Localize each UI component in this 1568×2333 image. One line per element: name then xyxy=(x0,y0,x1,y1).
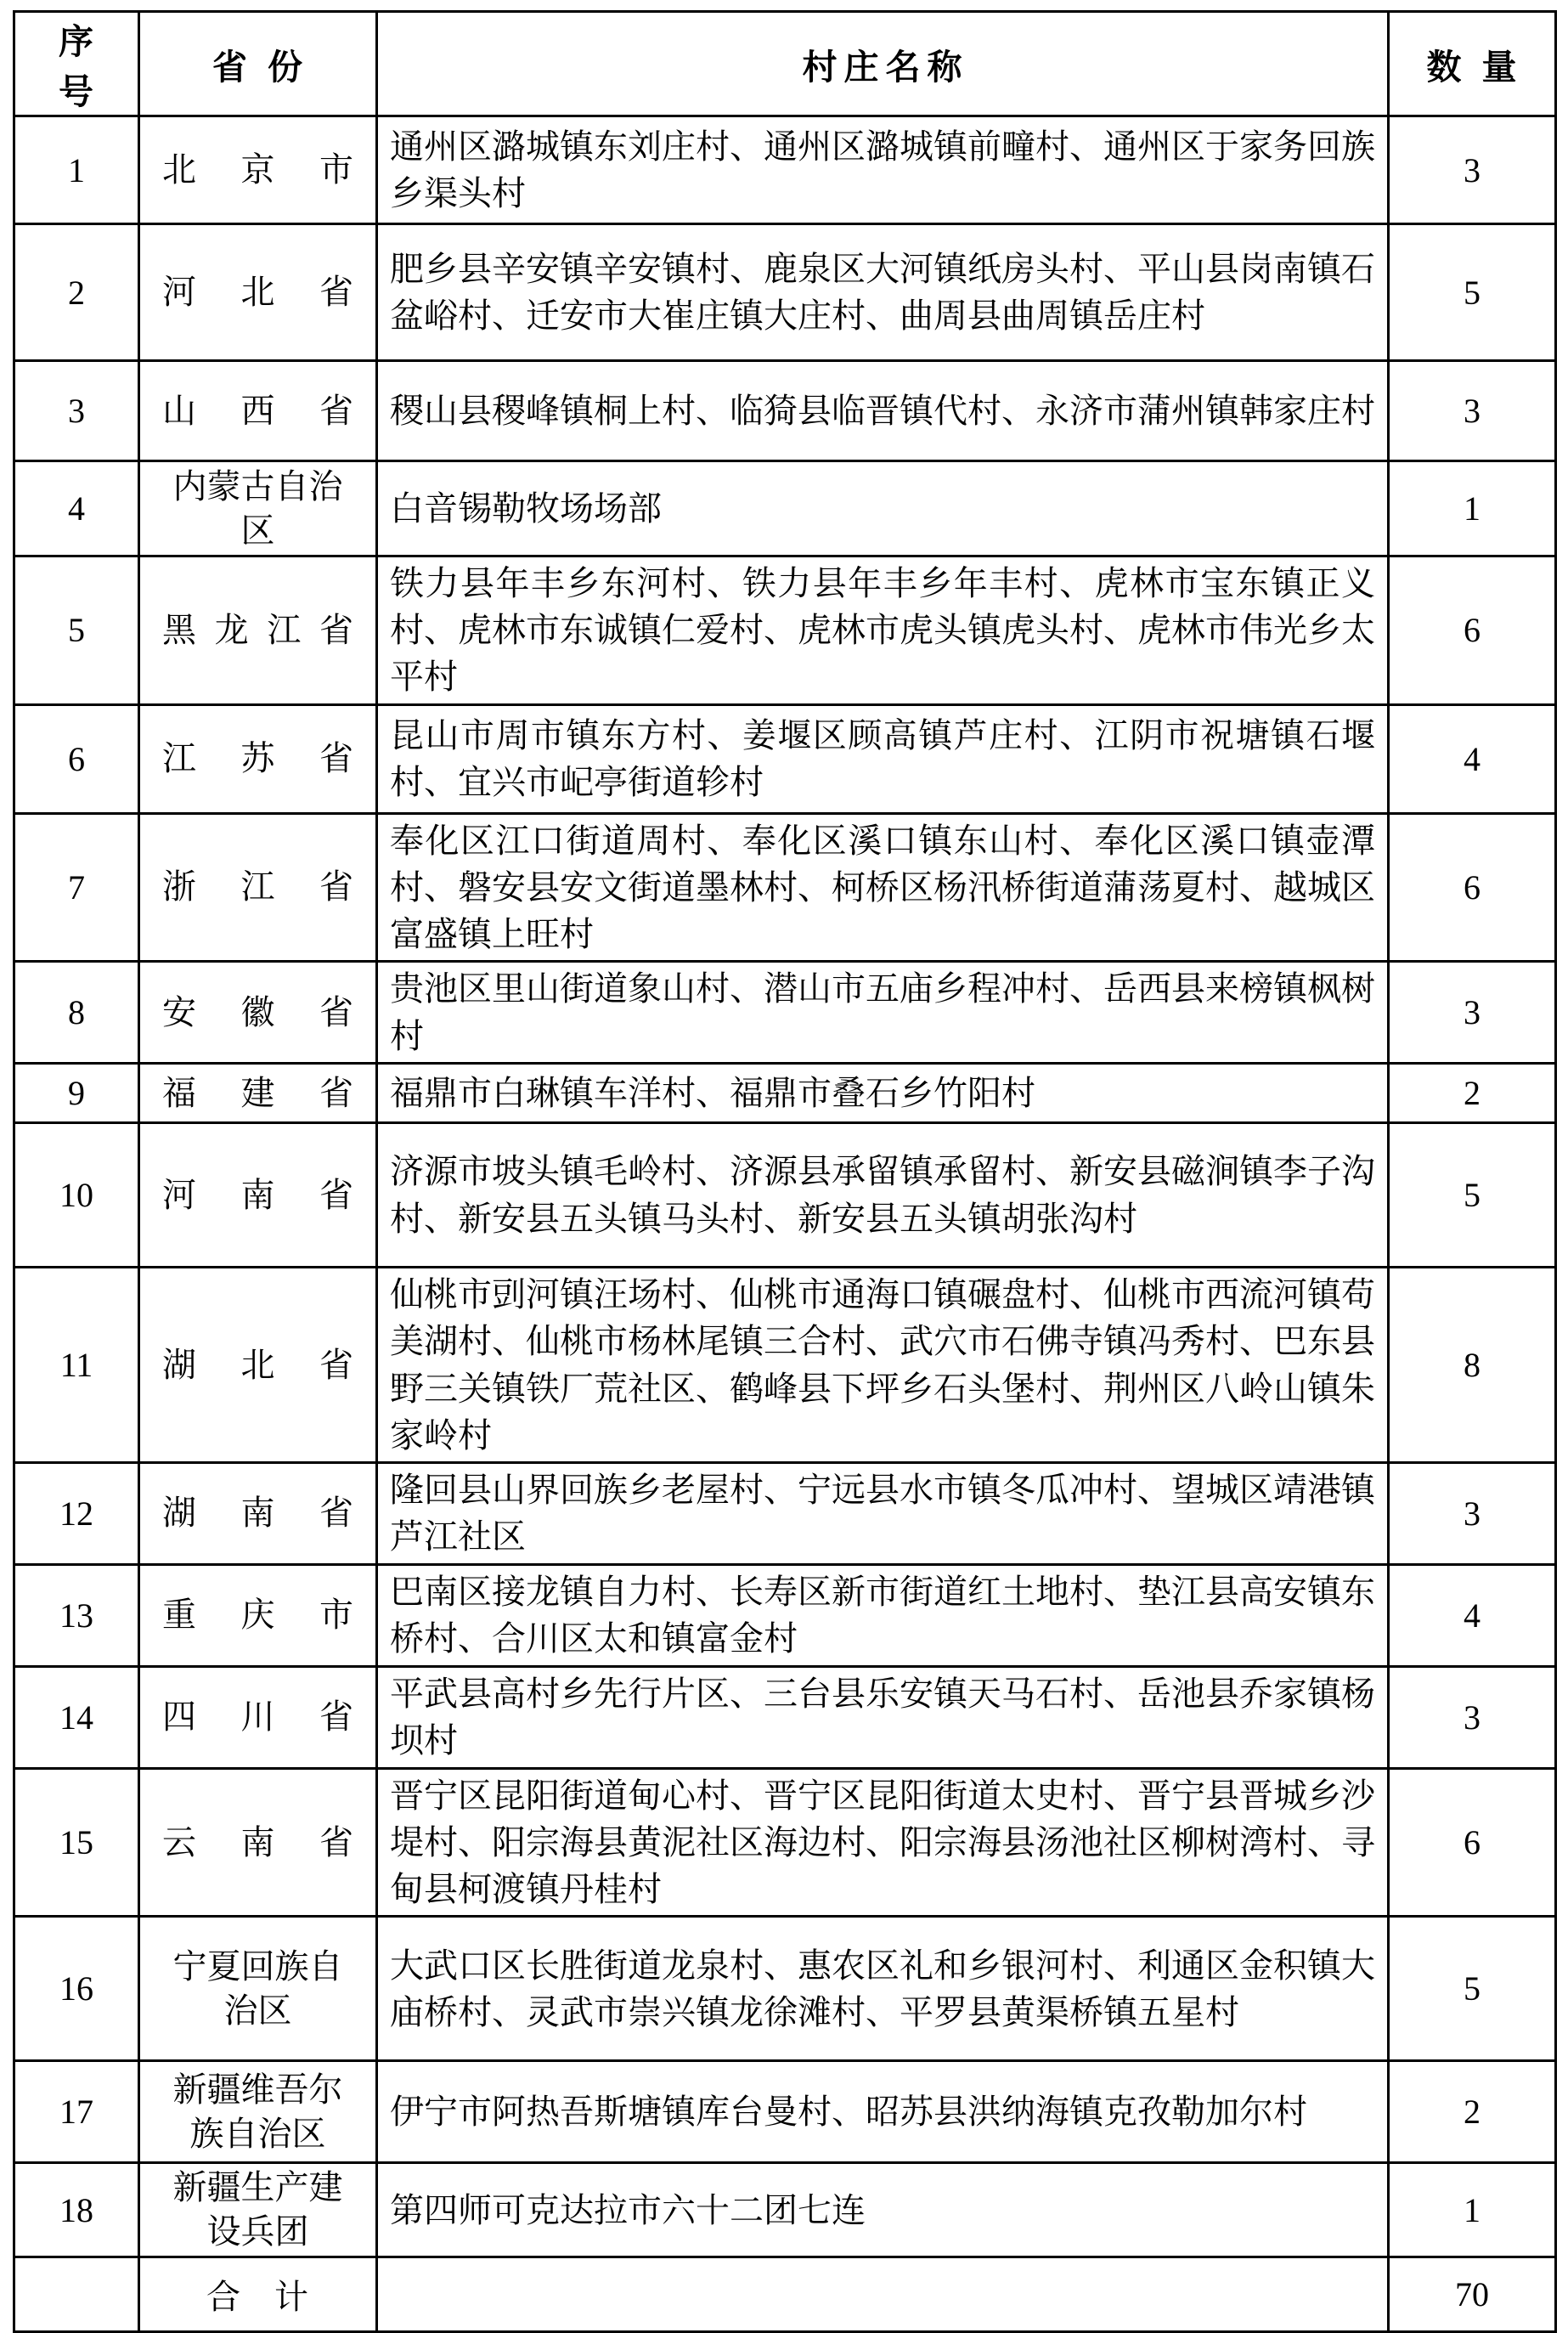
village-count: 6 xyxy=(1389,813,1556,962)
table-row xyxy=(14,1123,1556,1268)
village-names: 伊宁市阿热吾斯塘镇库台曼村、昭苏县洪纳海镇克孜勒加尔村 xyxy=(377,2061,1389,2163)
village-names: 稷山县稷峰镇桐上村、临猗县临晋镇代村、永济市蒲州镇韩家庄村 xyxy=(377,361,1389,461)
row-index: 13 xyxy=(14,1564,139,1666)
province-name: 黑龙江省 xyxy=(139,556,377,705)
total-index-cell xyxy=(14,2257,139,2332)
table-row xyxy=(14,116,1556,224)
province-name: 四川省 xyxy=(139,1666,377,1768)
row-index: 8 xyxy=(14,962,139,1064)
village-names: 平武县高村乡先行片区、三台县乐安镇天马石村、岳池县乔家镇杨坝村 xyxy=(377,1666,1389,1768)
province-name: 北京市 xyxy=(139,116,377,224)
province-name: 云南省 xyxy=(139,1768,377,1917)
row-index: 14 xyxy=(14,1666,139,1768)
village-count: 4 xyxy=(1389,1564,1556,1666)
row-index: 10 xyxy=(14,1123,139,1268)
village-count: 5 xyxy=(1389,1123,1556,1268)
total-label: 合计 xyxy=(139,2257,377,2332)
province-name: 内蒙古自治区 xyxy=(139,461,377,556)
village-count: 1 xyxy=(1389,461,1556,556)
village-names: 昆山市周市镇东方村、姜堰区顾高镇芦庄村、江阴市祝塘镇石堰村、宜兴市屺亭街道轸村 xyxy=(377,704,1389,813)
village-names: 白音锡勒牧场场部 xyxy=(377,461,1389,556)
table-row xyxy=(14,1564,1556,1666)
table-row xyxy=(14,813,1556,962)
village-names: 铁力县年丰乡东河村、铁力县年丰乡年丰村、虎林市宝东镇正义村、虎林市东诚镇仁爱村、虎林市虎头镇虎头村、虎林市伟光乡太平村 xyxy=(377,556,1389,705)
table-row xyxy=(14,1768,1556,1917)
row-index: 1 xyxy=(14,116,139,224)
village-count: 6 xyxy=(1389,556,1556,705)
village-names: 福鼎市白琳镇车洋村、福鼎市叠石乡竹阳村 xyxy=(377,1064,1389,1123)
table-row xyxy=(14,962,1556,1064)
village-count: 2 xyxy=(1389,1064,1556,1123)
province-name: 宁夏回族自治区 xyxy=(139,1917,377,2061)
village-names: 肥乡县辛安镇辛安镇村、鹿泉区大河镇纸房头村、平山县岗南镇石盆峪村、迁安市大崔庄镇大庄村、曲周县曲周镇岳庄村 xyxy=(377,224,1389,361)
row-index: 12 xyxy=(14,1462,139,1564)
table-row xyxy=(14,1462,1556,1564)
table-row xyxy=(14,361,1556,461)
row-index: 11 xyxy=(14,1268,139,1463)
province-name: 河南省 xyxy=(139,1123,377,1268)
province-name: 湖南省 xyxy=(139,1462,377,1564)
row-index: 5 xyxy=(14,556,139,705)
column-header-villages: 村庄名称 xyxy=(377,12,1389,116)
village-count: 3 xyxy=(1389,1666,1556,1768)
province-name: 重庆市 xyxy=(139,1564,377,1666)
column-header-index: 序号 xyxy=(14,12,139,116)
table-row xyxy=(14,1666,1556,1768)
village-names: 晋宁区昆阳街道甸心村、晋宁区昆阳街道太史村、晋宁县晋城乡沙堤村、阳宗海县黄泥社区海边村、阳宗海县汤池社区柳树湾村、寻甸县柯渡镇丹桂村 xyxy=(377,1768,1389,1917)
row-index: 15 xyxy=(14,1768,139,1917)
village-count: 3 xyxy=(1389,116,1556,224)
table-row xyxy=(14,704,1556,813)
total-count: 70 xyxy=(1389,2257,1556,2332)
table-row xyxy=(14,1064,1556,1123)
table-row xyxy=(14,1917,1556,2061)
row-index: 3 xyxy=(14,361,139,461)
table-row xyxy=(14,1268,1556,1463)
column-header-province: 省份 xyxy=(139,12,377,116)
village-count: 3 xyxy=(1389,1462,1556,1564)
province-name: 新疆维吾尔族自治区 xyxy=(139,2061,377,2163)
row-index: 9 xyxy=(14,1064,139,1123)
row-index: 2 xyxy=(14,224,139,361)
column-header-count: 数量 xyxy=(1389,12,1556,116)
village-names: 通州区潞城镇东刘庄村、通州区潞城镇前疃村、通州区于家务回族乡渠头村 xyxy=(377,116,1389,224)
province-name: 福建省 xyxy=(139,1064,377,1123)
village-names: 隆回县山界回族乡老屋村、宁远县水市镇冬瓜冲村、望城区靖港镇芦江社区 xyxy=(377,1462,1389,1564)
total-villages-cell xyxy=(377,2257,1389,2332)
village-names: 仙桃市剅河镇汪场村、仙桃市通海口镇碾盘村、仙桃市西流河镇苟美湖村、仙桃市杨林尾镇三合村、武穴市石佛寺镇冯秀村、巴东县野三关镇铁厂荒社区、鹤峰县下坪乡石头堡村、荆州区八岭山镇朱家岭村 xyxy=(377,1268,1389,1463)
table-row xyxy=(14,2163,1556,2257)
village-count: 5 xyxy=(1389,224,1556,361)
row-index: 7 xyxy=(14,813,139,962)
province-name: 新疆生产建设兵团 xyxy=(139,2163,377,2257)
header-row xyxy=(14,12,1556,116)
province-name: 浙江省 xyxy=(139,813,377,962)
table-row xyxy=(14,556,1556,705)
table-row xyxy=(14,2061,1556,2163)
row-index: 4 xyxy=(14,461,139,556)
village-count: 4 xyxy=(1389,704,1556,813)
village-count: 8 xyxy=(1389,1268,1556,1463)
table-body xyxy=(14,116,1556,2257)
village-count: 1 xyxy=(1389,2163,1556,2257)
village-names: 奉化区江口街道周村、奉化区溪口镇东山村、奉化区溪口镇壶潭村、磐安县安文街道墨林村、柯桥区杨汛桥街道蒲荡夏村、越城区富盛镇上旺村 xyxy=(377,813,1389,962)
province-name: 安徽省 xyxy=(139,962,377,1064)
village-names: 大武口区长胜街道龙泉村、惠农区礼和乡银河村、利通区金积镇大庙桥村、灵武市崇兴镇龙徐滩村、平罗县黄渠桥镇五星村 xyxy=(377,1917,1389,2061)
village-count: 6 xyxy=(1389,1768,1556,1917)
village-count: 3 xyxy=(1389,962,1556,1064)
village-names: 济源市坡头镇毛岭村、济源县承留镇承留村、新安县磁涧镇李子沟村、新安县五头镇马头村、新安县五头镇胡张沟村 xyxy=(377,1123,1389,1268)
row-index: 18 xyxy=(14,2163,139,2257)
village-names: 第四师可克达拉市六十二团七连 xyxy=(377,2163,1389,2257)
province-name: 湖北省 xyxy=(139,1268,377,1463)
province-name: 江苏省 xyxy=(139,704,377,813)
village-names: 巴南区接龙镇自力村、长寿区新市街道红土地村、垫江县高安镇东桥村、合川区太和镇富金村 xyxy=(377,1564,1389,1666)
village-count: 2 xyxy=(1389,2061,1556,2163)
table-row xyxy=(14,461,1556,556)
total-row xyxy=(14,2257,1556,2332)
row-index: 17 xyxy=(14,2061,139,2163)
table-row xyxy=(14,224,1556,361)
village-count: 5 xyxy=(1389,1917,1556,2061)
province-name: 山西省 xyxy=(139,361,377,461)
village-names: 贵池区里山街道象山村、潜山市五庙乡程冲村、岳西县来榜镇枫树村 xyxy=(377,962,1389,1064)
row-index: 6 xyxy=(14,704,139,813)
row-index: 16 xyxy=(14,1917,139,2061)
village-list-table xyxy=(13,10,1557,2333)
village-count: 3 xyxy=(1389,361,1556,461)
province-name: 河北省 xyxy=(139,224,377,361)
